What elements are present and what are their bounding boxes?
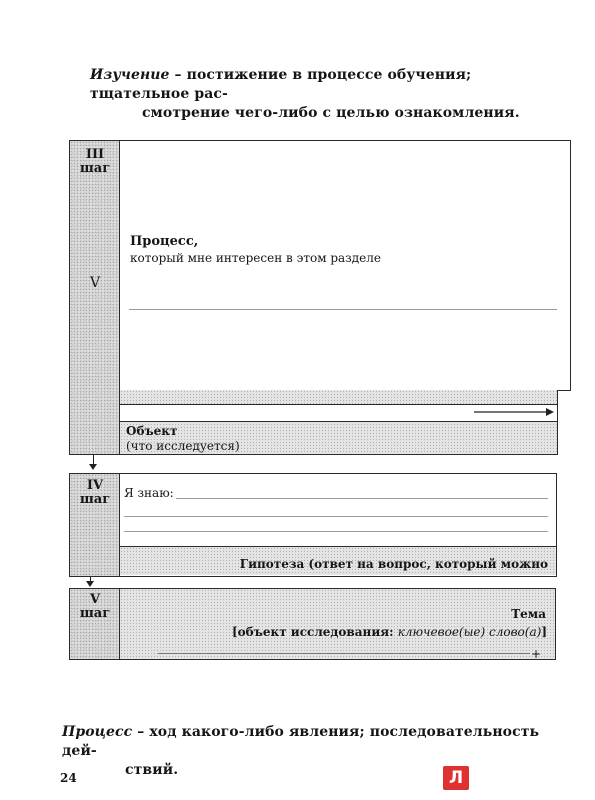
definition-study-line2: смотрение чего-либо с целью ознакомления.	[142, 105, 520, 121]
plus-sign: +	[530, 647, 541, 661]
term-process: Процесс	[62, 724, 133, 740]
step3-label-column	[69, 140, 121, 455]
definition-process-line1: Процесс – ход какого-либо явления; последовательность дей-	[62, 724, 540, 759]
definition-process	[62, 723, 542, 780]
step3-side-mark: V	[89, 275, 101, 291]
step3-word: шаг	[79, 161, 111, 176]
know-line-1[interactable]	[176, 498, 548, 499]
object-subtitle: (что исследуется)	[126, 439, 240, 453]
hypothesis-strip	[120, 546, 556, 575]
process-title: Процесс,	[130, 234, 199, 249]
step3-object-box	[119, 390, 558, 455]
arrow-down-head-icon-2	[86, 581, 94, 587]
step5-box	[119, 588, 556, 660]
step3-process-box	[119, 140, 571, 391]
object-arrow-strip	[120, 404, 557, 422]
definition-process-line2: ствий.	[125, 762, 179, 778]
definition-study-line1: Изучение – постижение в процессе обучения; тщательное рас-	[90, 67, 472, 102]
step4-roman: IV	[86, 478, 104, 493]
know-line-3[interactable]	[124, 531, 548, 532]
definition-study	[90, 66, 570, 123]
topic-formula: [объект исследования: ключевое(ые) слово(а)]	[232, 625, 547, 639]
step4-box	[119, 473, 557, 577]
page-number: 24	[60, 771, 77, 785]
hypothesis-label: Гипотеза (ответ на вопрос, который можно	[239, 557, 548, 571]
term-study: Изучение	[90, 67, 170, 83]
process-subtitle: который мне интересен в этом разделе	[130, 251, 381, 265]
arrow-right-icon	[474, 407, 554, 417]
publisher-logo: Л	[443, 766, 469, 790]
step5-roman: V	[89, 592, 101, 607]
process-answer-line[interactable]	[129, 309, 557, 310]
know-label: Я знаю:	[124, 486, 174, 500]
know-line-2[interactable]	[124, 516, 548, 517]
step5-word: шаг	[79, 606, 111, 621]
arrow-down-head-icon	[89, 464, 97, 470]
topic-title: Тема	[511, 607, 546, 621]
step4-word: шаг	[79, 492, 111, 507]
topic-answer-line[interactable]	[158, 653, 530, 654]
step4-label-column	[69, 473, 121, 577]
step3-roman: III	[85, 147, 105, 162]
step5-label-column	[69, 588, 121, 660]
object-title: Объект	[126, 424, 178, 438]
